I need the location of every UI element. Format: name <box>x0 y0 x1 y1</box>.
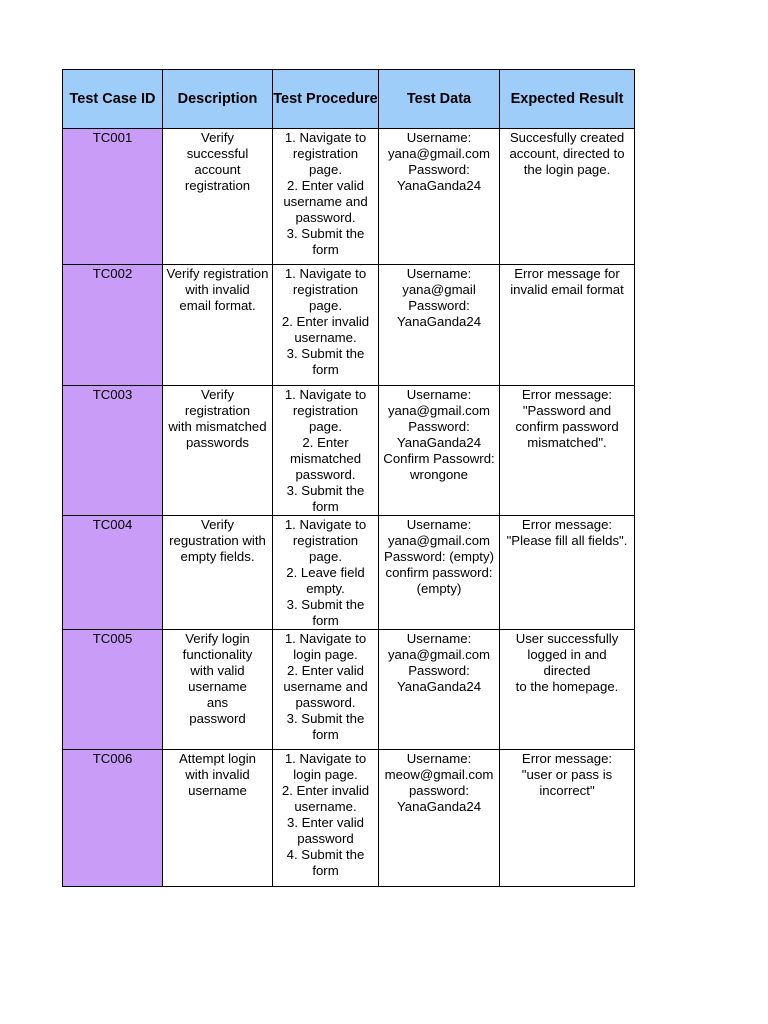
table-row <box>63 750 635 887</box>
description-cell: Verify registration with invalid email format. <box>163 265 273 386</box>
header-expected-result: Expected Result <box>500 70 635 129</box>
header-description: Description <box>163 70 273 129</box>
test-case-id-cell: TC006 <box>63 750 163 887</box>
test-data-cell: Username: yana@gmail.com Password: YanaGanda24 Confirm Passowrd: wrongone <box>379 386 500 516</box>
procedure-cell: 1. Navigate to login page. 2. Enter invalid username. 3. Enter valid password 4. Submit the form <box>273 750 379 887</box>
test-case-id-cell: TC005 <box>63 630 163 750</box>
table-row <box>63 265 635 386</box>
procedure-cell: 1. Navigate to registration page. 2. Enter mismatched password. 3. Submit the form <box>273 386 379 516</box>
description-cell: Verify regustration with empty fields. <box>163 516 273 630</box>
test-case-table <box>62 69 635 887</box>
test-data-cell: Username: yana@gmail.com Password: YanaGanda24 <box>379 630 500 750</box>
test-data-cell: Username: yana@gmail.com Password: (empty) confirm password: (empty) <box>379 516 500 630</box>
test-case-id-cell: TC004 <box>63 516 163 630</box>
header-test-procedure: Test Procedure <box>273 70 379 129</box>
description-cell: Attempt login with invalid username <box>163 750 273 887</box>
description-cell: Verify login functionality with valid username ans password <box>163 630 273 750</box>
description-cell: Verify registration with mismatched passwords <box>163 386 273 516</box>
header-test-data: Test Data <box>379 70 500 129</box>
description-cell: Verify successful account registration <box>163 129 273 265</box>
procedure-cell: 1. Navigate to registration page. 2. Enter invalid username. 3. Submit the form <box>273 265 379 386</box>
expected-result-cell: User successfully logged in and directed to the homepage. <box>500 630 635 750</box>
expected-result-cell: Error message: "user or pass is incorrect" <box>500 750 635 887</box>
test-case-id-cell: TC001 <box>63 129 163 265</box>
expected-result-cell: Error message for invalid email format <box>500 265 635 386</box>
expected-result-cell: Error message: "Please fill all fields". <box>500 516 635 630</box>
test-data-cell: Username: yana@gmail Password: YanaGanda24 <box>379 265 500 386</box>
procedure-cell: 1. Navigate to registration page. 2. Leave field empty. 3. Submit the form <box>273 516 379 630</box>
test-data-cell: Username: meow@gmail.com password: YanaGanda24 <box>379 750 500 887</box>
expected-result-cell: Succesfully created account, directed to the login page. <box>500 129 635 265</box>
expected-result-cell: Error message: "Password and confirm password mismatched". <box>500 386 635 516</box>
test-data-cell: Username: yana@gmail.com Password: YanaGanda24 <box>379 129 500 265</box>
table-row <box>63 386 635 516</box>
test-case-id-cell: TC002 <box>63 265 163 386</box>
header-test-case-id: Test Case ID <box>63 70 163 129</box>
procedure-cell: 1. Navigate to registration page. 2. Enter valid username and password. 3. Submit the form <box>273 129 379 265</box>
header-row <box>63 70 635 129</box>
table-row <box>63 129 635 265</box>
procedure-cell: 1. Navigate to login page. 2. Enter valid username and password. 3. Submit the form <box>273 630 379 750</box>
table-row <box>63 630 635 750</box>
test-case-id-cell: TC003 <box>63 386 163 516</box>
table-row <box>63 516 635 630</box>
